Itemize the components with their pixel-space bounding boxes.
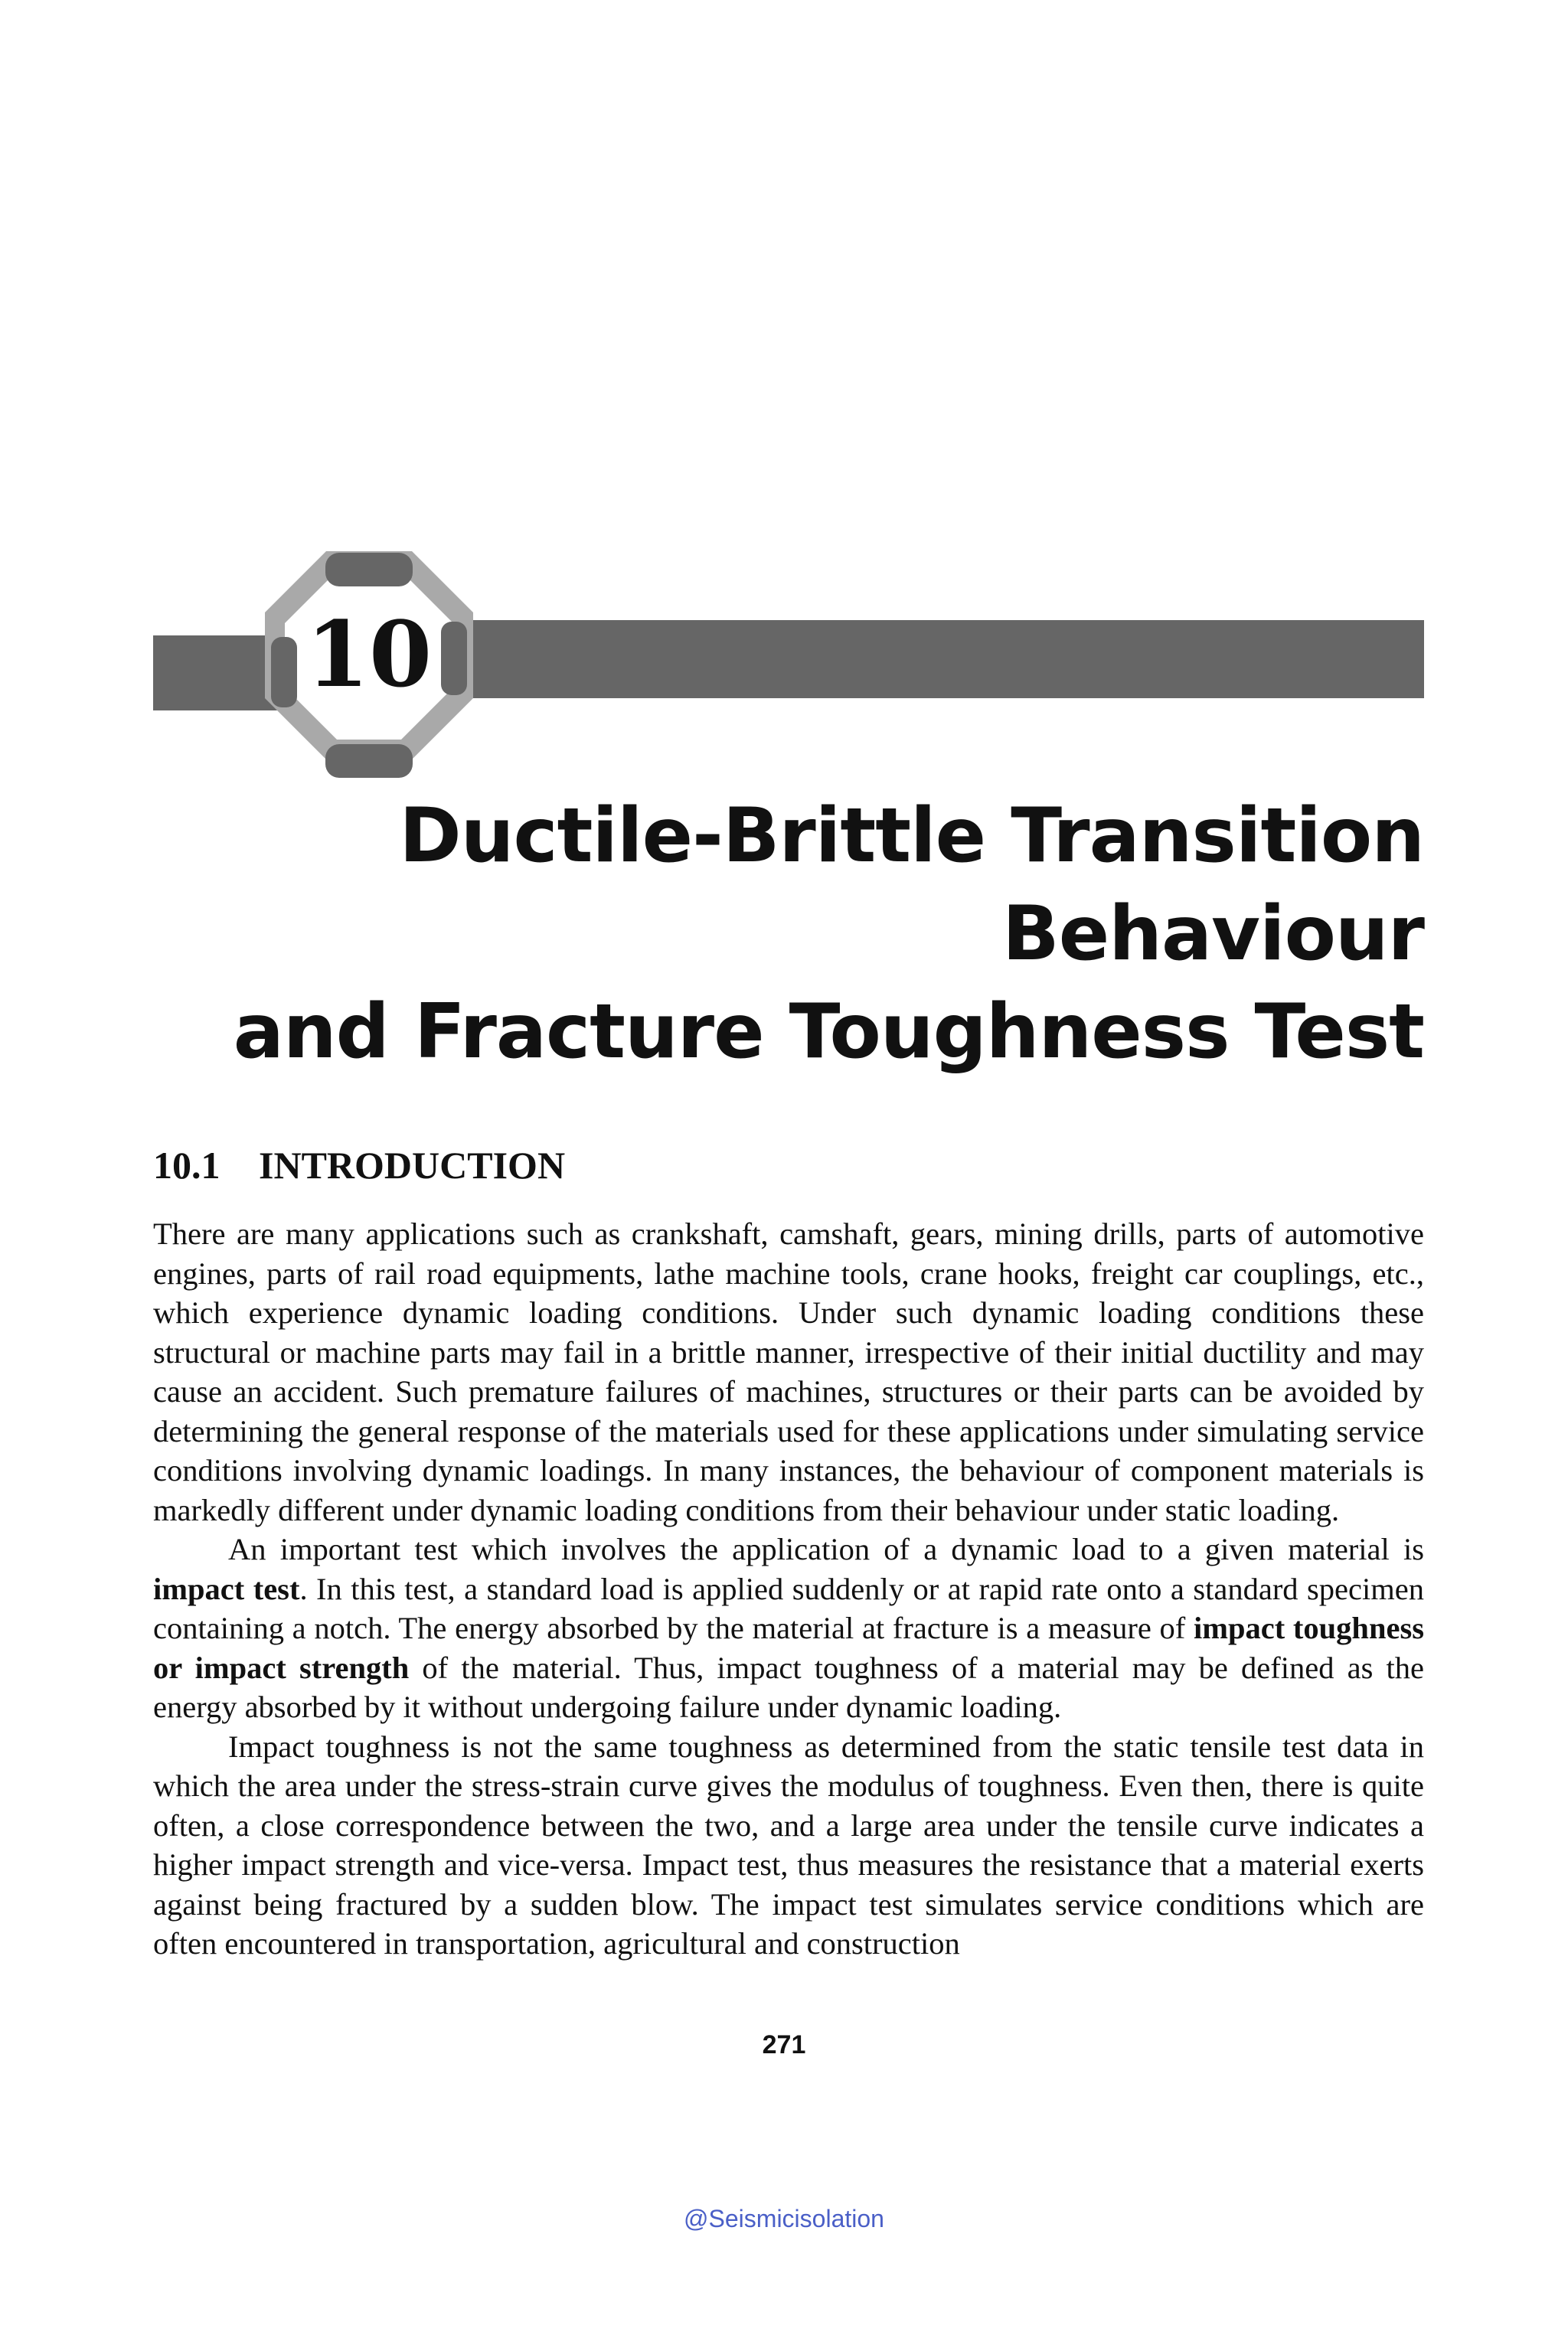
section-number: 10.1: [153, 1144, 220, 1187]
section-title: INTRODUCTION: [259, 1144, 566, 1187]
bold-term: impact test: [153, 1571, 300, 1606]
paragraph-text: There are many applications such as crankshaft, camshaft, gears, mining drills, parts of automotive engines, parts of rail road equipments, lathe machine tools, crane hooks, freight car couplings, etc., which experience dynamic loading conditions. Under such dynamic loading conditions these structural or machine parts may fail in a brittle manner, irrespective of their initial ductility and may cause an accident. Such premature failures of machines, structures or their parts can be avoided by determining the general response of the materials used for these applications under simulating service conditions involving dynamic loadings. In many instances, the behaviour of component materials is markedly different under dynamic loading conditions from their behaviour under static loading.: [153, 1216, 1424, 1527]
paragraph: [153, 1530, 1424, 1727]
paragraph: [153, 1214, 1424, 1530]
section-heading: [153, 1142, 1424, 1188]
paragraph: [153, 1727, 1424, 1964]
paragraph-text: of the material. Thus, impact toughness of a material may be defined as the energy absorbed by it without undergoing failure under dynamic loading.: [153, 1650, 1424, 1724]
paragraph-text: Impact toughness is not the same toughness as determined from the static tensile test data in which the area under the stress-strain curve gives the modulus of toughness. Even then, there is quite often, a close correspondence between the two, and a large area under the tensile curve indicates a higher impact strength and vice-versa. Impact test, thus measures the resistance that a material exerts against being fractured by a sudden blow. The impact test simulates service conditions which are often encountered in transportation, agricultural and construction: [153, 1729, 1424, 1961]
banner-bar-right: [453, 620, 1424, 698]
banner-tab-bottom: [325, 744, 413, 778]
bold-term: impact toughness or impact strength: [153, 1611, 1424, 1685]
chapter-banner-graphic: [0, 536, 1568, 789]
page-number: 271: [762, 2030, 806, 2059]
banner-tab-top: [325, 553, 413, 586]
chapter-title: [153, 787, 1424, 1081]
body-text: [153, 1214, 1424, 1964]
chapter-title-line-1: Ductile-Brittle Transition Behaviour: [399, 792, 1424, 978]
paragraph-text: . In this test, a standard load is applied suddenly or at rapid rate onto a standard specimen containing a notch. The energy absorbed by the material at fracture is a measure of: [153, 1571, 1424, 1645]
chapter-number: 10: [305, 601, 433, 707]
chapter-title-line-2: and Fracture Toughness Test: [233, 988, 1424, 1076]
paragraph-text: An important test which involves the application of a dynamic load to a given material is: [228, 1532, 1424, 1566]
chapter-banner: [0, 536, 1568, 789]
watermark: @Seismicisolation: [684, 2205, 884, 2232]
